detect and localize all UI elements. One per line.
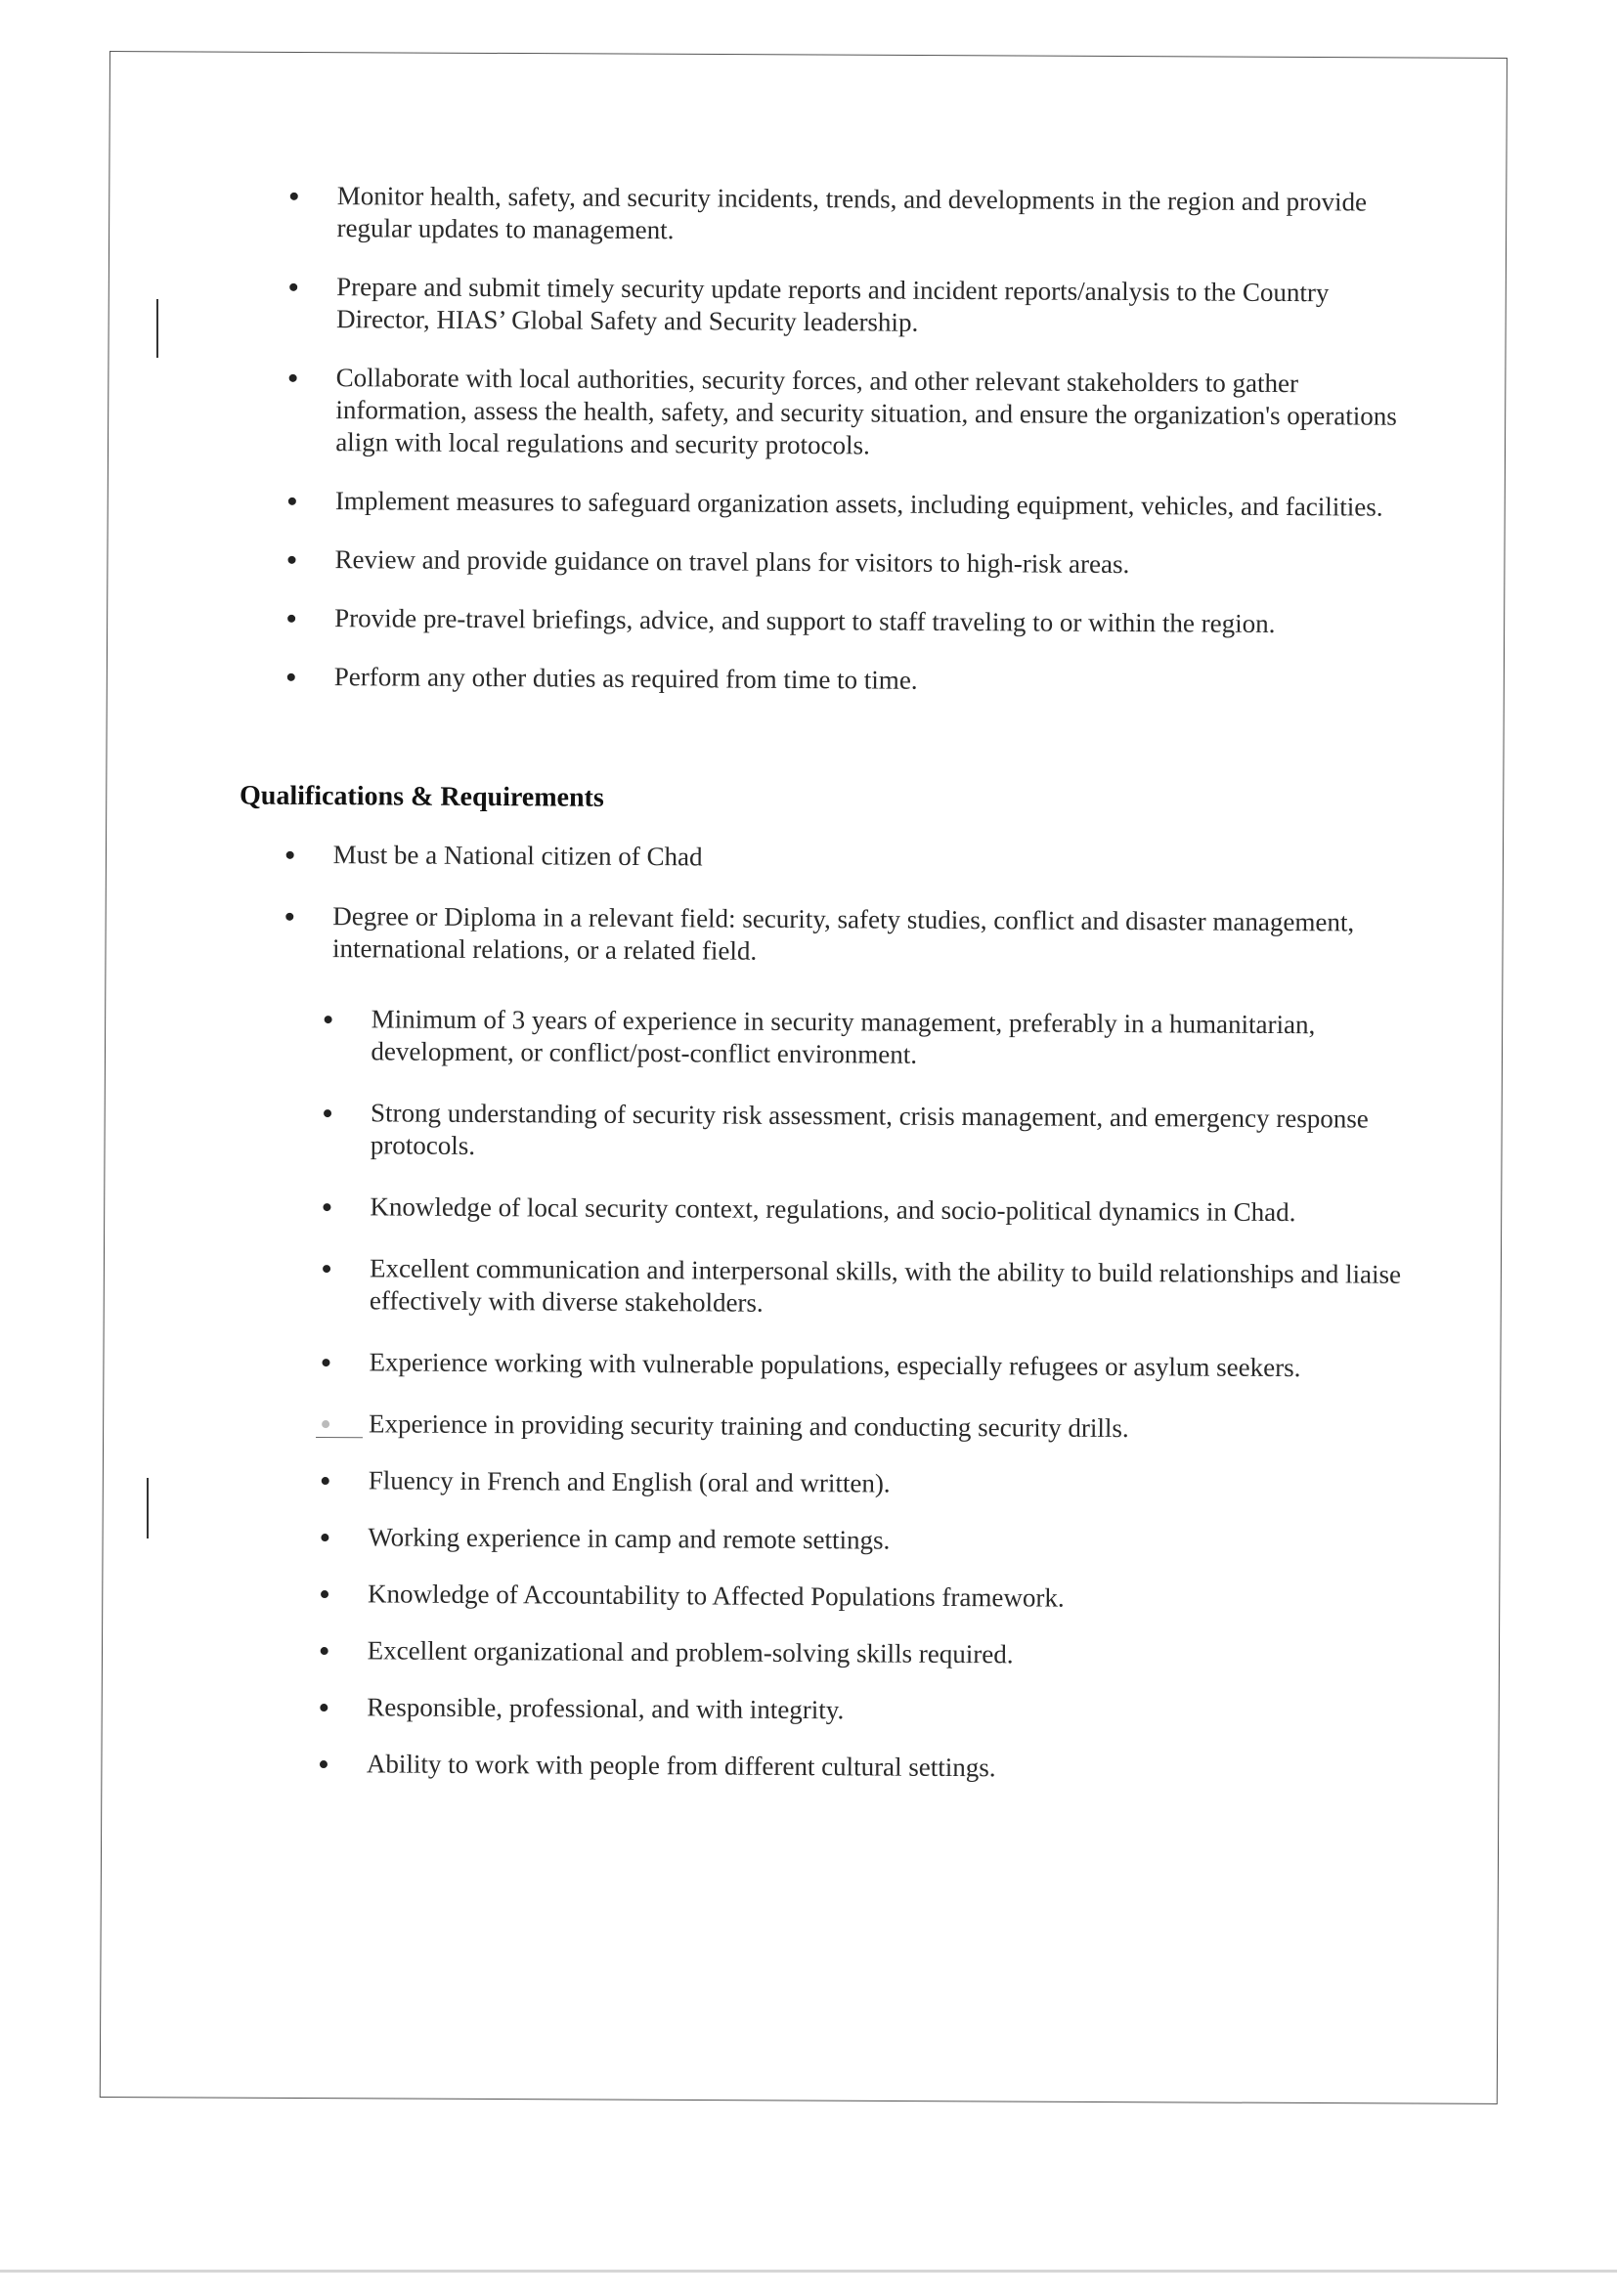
list-item: [287, 271, 1421, 342]
list-item: [285, 602, 1420, 641]
bullet-icon: [324, 1109, 331, 1117]
bullet-icon: [320, 1760, 328, 1768]
list-item: [287, 180, 1421, 251]
list-item-text: Working experience in camp and remote settings.: [368, 1522, 891, 1555]
bullet-icon: [323, 1265, 330, 1273]
list-item-text: Minimum of 3 years of experience in security management, preferably in a humanitarian, development, or conflict/post-conflict environment.: [371, 1004, 1316, 1069]
list-item-text: Knowledge of local security context, regulations, and socio-political dynamics in Chad.: [370, 1191, 1296, 1228]
bullet-icon: [285, 913, 293, 921]
list-item-text: Provide pre-travel briefings, advice, and support to staff traveling to or within the region.: [334, 603, 1276, 638]
list-item: [286, 362, 1421, 465]
list-item: [320, 1464, 1415, 1503]
bullet-icon: [286, 851, 294, 859]
list-item: [318, 1748, 1413, 1787]
list-item: [319, 1521, 1414, 1560]
bullet-icon: [321, 1534, 328, 1541]
bullet-icon: [287, 673, 295, 681]
list-item-text: Implement measures to safeguard organization assets, including equipment, vehicles, and facilities.: [334, 486, 1383, 522]
list-item-text: Degree or Diploma in a relevant field: security, safety studies, conflict and disaster management, international relations, or a related field.: [331, 901, 1355, 966]
bullet-icon: [320, 1704, 328, 1711]
duties-list: [285, 180, 1422, 726]
list-item-text: Responsible, professional, and with integrity.: [367, 1692, 845, 1725]
list-item-text: Experience working with vulnerable populations, especially refugees or asylum seekers.: [369, 1347, 1301, 1383]
list-item-text: Review and provide guidance on travel plans for visitors to high-risk areas.: [334, 544, 1130, 580]
bullet-icon: [323, 1203, 330, 1211]
list-item: [320, 1346, 1415, 1385]
list-item: [321, 1252, 1416, 1323]
list-item: [318, 1691, 1413, 1730]
requirements-list: [284, 839, 1419, 1001]
list-item: [284, 839, 1419, 878]
bullet-icon: [322, 1359, 329, 1366]
list-item-text: Knowledge of Accountability to Affected Populations framework.: [367, 1579, 1065, 1613]
bullet-icon: [288, 498, 296, 505]
list-item-text: Must be a National citizen of Chad: [332, 840, 703, 872]
list-item-text: Excellent communication and interpersonal skills, with the ability to build relationships and liaise effectively with diverse stakeholders.: [369, 1253, 1402, 1318]
bullet-icon: [289, 374, 297, 382]
section-heading: Qualifications & Requirements: [239, 780, 604, 813]
bullet-icon: [321, 1590, 328, 1598]
tracked-change-underline: [316, 1437, 363, 1438]
list-item: [285, 543, 1420, 583]
list-item: [319, 1634, 1414, 1673]
bullet-icon: [321, 1647, 328, 1655]
bullet-icon: [287, 556, 295, 564]
list-item: [320, 1408, 1415, 1447]
list-item-text: Strong understanding of security risk assessment, crisis management, and emergency response protocols.: [370, 1098, 1369, 1160]
list-item: [321, 1191, 1416, 1230]
bullet-icon: [325, 1016, 332, 1023]
list-item-text: Fluency in French and English (oral and written).: [368, 1465, 891, 1498]
bullet-icon: [290, 193, 298, 200]
bullet-icon: [322, 1420, 329, 1428]
list-item: [322, 1003, 1417, 1074]
list-item-text: Prepare and submit timely security update reports and incident reports/analysis to the Country Director, HIAS’ Global Safety and Security leadership.: [335, 272, 1330, 337]
list-item: [284, 900, 1418, 972]
list-item-text: Monitor health, safety, and security incidents, trends, and developments in the region and provide regular updates to management.: [336, 181, 1368, 245]
bullet-icon: [287, 615, 295, 623]
requirements-sublist: [318, 1003, 1418, 1811]
list-item: [322, 1097, 1417, 1168]
list-item-text: Excellent organizational and problem-solving skills required.: [367, 1635, 1014, 1669]
list-item-text: Ability to work with people from different cultural settings.: [366, 1749, 996, 1783]
bullet-icon: [289, 283, 297, 291]
bullet-icon: [322, 1477, 329, 1485]
list-item: [286, 485, 1420, 524]
list-item-text: Perform any other duties as required from time to time.: [333, 662, 918, 695]
list-item: [285, 661, 1420, 700]
list-item: [319, 1578, 1414, 1617]
list-item-text: Experience in providing security training and conducting security drills.: [369, 1408, 1129, 1444]
scan-edge: [0, 2270, 1617, 2273]
list-item-text: Collaborate with local authorities, security forces, and other relevant stakeholders to gather information, assess the health, safety, and security situation, and ensure the organization's operations align with local regulations and security protocols.: [335, 363, 1397, 460]
